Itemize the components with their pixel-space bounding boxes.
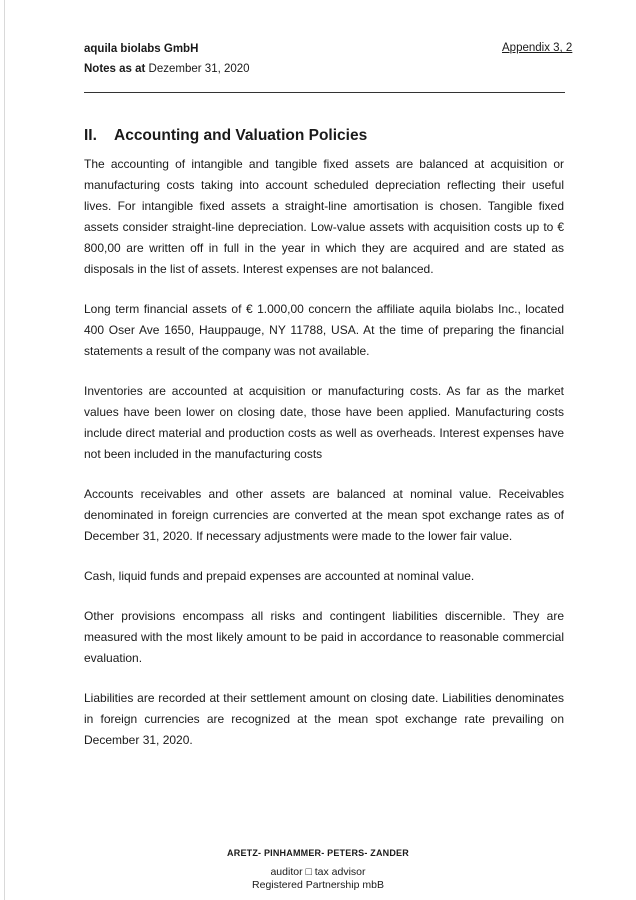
notes-date-line [84,63,250,75]
paragraph-receivables: Accounts receivables and other assets are balanced at nominal value. Receivables denominated in foreign currencies are converted at the mean spot exchange rates as of December 31, 2020. If necessary adjustments were made to the lower fair value. [84,487,564,543]
paragraph-fixed-assets: The accounting of intangible and tangible fixed assets are balanced at acquisition or manufacturing costs taking into account scheduled depreciation reflecting their useful lives. For intangible fixed assets a straight-line amortisation is chosen. Tangible fixed assets consider straight-line depreciation. Low-value assets with acquisition costs up to € 800,00 are written off in full in the year in which they are acquired and are stated as disposals in the list of assets. Interest expenses are not balanced. [84,157,564,276]
paragraph-financial-assets: Long term financial assets of € 1.000,00 concern the affiliate aquila biolabs Inc., located 400 Oser Ave 1650, Hauppauge, NY 11788, USA. At the time of preparing the financial statements a result of the company was not available. [84,302,564,358]
appendix-reference: Appendix 3, 2 [502,42,573,54]
notes-date: Dezember 31, 2020 [145,63,250,75]
section-title: Accounting and Valuation Policies [114,127,368,144]
footer-partnership-line: Registered Partnership mbB [252,879,384,891]
paragraph-provisions: Other provisions encompass all risks and contingent liabilities discernible. They are measured with the most likely amount to be paid in accordance to reasonable commercial evaluation. [84,609,564,665]
section-number: II. [84,127,97,144]
section-heading [84,127,367,145]
footer-auditor-line: auditor □ tax advisor [270,866,366,878]
header-divider [84,92,565,93]
paragraph-liabilities: Liabilities are recorded at their settlement amount on closing date. Liabilities denominates in foreign currencies are recognized at the mean spot exchange rate prevailing on December 31, 2020. [84,691,564,747]
paragraph-inventories: Inventories are accounted at acquisition or manufacturing costs. As far as the market values have been lower on closing date, those have been applied. Manufacturing costs include direct material and production costs as well as overheads. Interest expenses have not been included in the manufacturing costs [84,384,564,461]
page-edge-line [4,0,5,900]
body-content [84,154,564,770]
paragraph-cash: Cash, liquid funds and prepaid expenses are accounted at nominal value. [84,569,475,583]
notes-label: Notes as at [84,63,146,75]
footer-firm-name: ARETZ- PINHAMMER- PETERS- ZANDER [227,848,409,858]
company-name: aquila biolabs GmbH [84,43,199,55]
